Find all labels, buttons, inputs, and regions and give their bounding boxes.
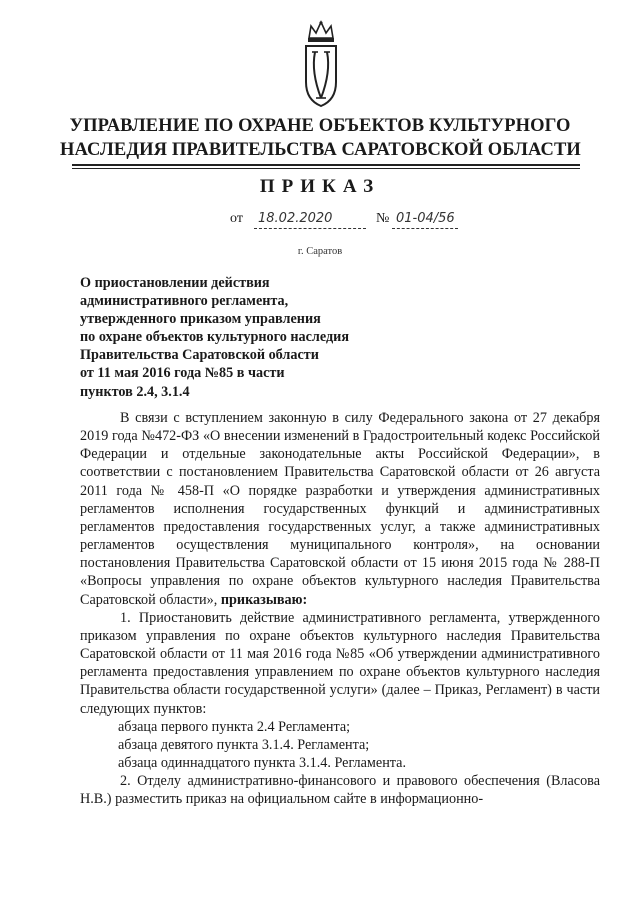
- document-subject: [80, 274, 420, 401]
- intro-text: В связи с вступлением законную в силу Федерального закона от 27 декабря 2019 года №472-ФЗ «О внесении изменений в Градостроительный кодекс Российской Федерации и отдельные законодательные акты Российской Федерации», в соответствии с постановлением Правительства Саратовской области от 26 августа 2011 года № 458-П «О порядке разработки и утверждения административных регламентов исполнения государственных функций и административных регламентов предоставления государственных услуг, а также административных регламентов осуществления муниципального контроля», на основании постановления Правительства Саратовской области от 15 июня 2015 года № 288-П «Вопросы управления по охране объектов культурного наследия Правительства Саратовской области»,: [80, 410, 600, 608]
- subject-line: по охране объектов культурного наследия: [80, 329, 350, 346]
- document-number: 01-04/56: [396, 211, 455, 226]
- subject-line: от 11 мая 2016 года №85 в части: [80, 365, 285, 382]
- subject-line: административного регламента,: [80, 293, 289, 310]
- body-intro-paragraph: [80, 409, 600, 609]
- subject-line: пунктов 2.4, 3.1.4: [80, 383, 190, 400]
- order-subitem-2: абзаца девятого пункта 3.1.4. Регламента;: [118, 736, 370, 753]
- org-name-line-1: УПРАВЛЕНИЕ ПО ОХРАНЕ ОБЪЕКТОВ КУЛЬТУРНОГО: [69, 116, 571, 136]
- header-rule-thick: [72, 164, 580, 166]
- document-number-line: [230, 211, 590, 233]
- subject-line: О приостановлении действия: [80, 275, 270, 291]
- document-date: 18.02.2020: [258, 211, 333, 226]
- subject-line: утвержденного приказом управления: [80, 311, 321, 328]
- org-name-line-2: НАСЛЕДИЯ ПРАВИТЕЛЬСТВА САРАТОВСКОЙ ОБЛАСТИ: [60, 140, 581, 160]
- saratov-coat-of-arms-icon: [301, 20, 341, 108]
- date-prefix: от: [230, 211, 243, 226]
- number-prefix: №: [376, 211, 390, 226]
- order-subitem-1: абзаца первого пункта 2.4 Регламента;: [118, 718, 351, 735]
- date-underline: [254, 228, 366, 229]
- document-type-title: ПРИКАЗ: [259, 176, 381, 197]
- header-rule-thin: [72, 168, 580, 169]
- subject-line: Правительства Саратовской области: [80, 347, 319, 364]
- organization-name: [60, 114, 580, 162]
- document-city: г. Саратов: [297, 246, 343, 257]
- number-underline: [392, 228, 458, 229]
- order-subitem-3: абзаца одиннадцатого пункта 3.1.4. Регламента.: [118, 754, 407, 771]
- order-word: приказываю:: [220, 591, 308, 608]
- document-body: [80, 409, 600, 808]
- order-item-1: 1. Приостановить действие административного регламента, утвержденного приказом управления по охране объектов культурного наследия Правительства Саратовской области от 11 мая 2016 года №85 «Об утверждении административного регламента предоставления управлением по охране объектов культурного наследия Правительства области государственной услуги» (далее – Приказ, Регламент) в части следующих пунктов:: [80, 609, 600, 717]
- order-item-2: 2. Отделу административно-финансового и правового обеспечения (Власова Н.В.) разместить приказ на официальном сайте в информационно-: [80, 773, 600, 808]
